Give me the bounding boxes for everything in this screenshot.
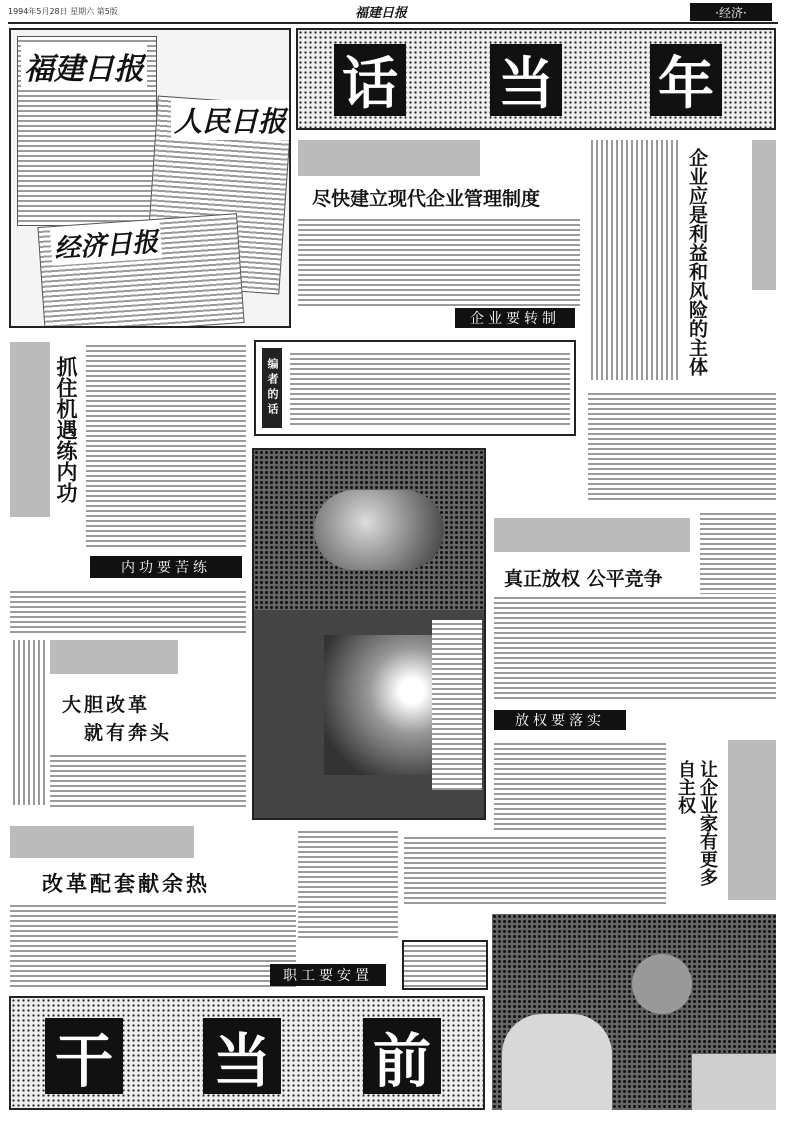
- modern-system-headline: 尽快建立现代企业管理制度: [312, 188, 541, 210]
- delegate-body: [494, 594, 776, 702]
- autonomy-body-left: [494, 740, 666, 830]
- opportunity-headline: 抓住机遇练内功: [54, 356, 78, 503]
- masthead-rule: [8, 22, 778, 24]
- masthead-paper-name: 福建日报: [355, 6, 408, 21]
- banner-top: [296, 28, 776, 130]
- collage-paper3-title: 经济日报: [50, 221, 162, 266]
- editor-note-label: 编者的话: [262, 348, 282, 428]
- newspaper-collage-image: [9, 28, 291, 328]
- delegate-body-right: [700, 510, 776, 594]
- banner-bottom: [9, 996, 485, 1110]
- banner-bottom-char-3: 前: [363, 1018, 441, 1094]
- profit-risk-byline: [752, 140, 776, 290]
- banner-top-char-3: 年: [650, 44, 722, 116]
- banner-bottom-char-2: 当: [203, 1018, 281, 1094]
- autonomy-headline: 让企业家有更多自主权: [675, 760, 718, 886]
- bold-reform-headline-2: 就有奔头: [84, 722, 173, 744]
- small-notice-box: [402, 940, 488, 990]
- modern-system-tag: 企业要转制: [455, 308, 575, 328]
- meeting-people-photo: [492, 914, 776, 1110]
- bold-reform-byline: [50, 640, 178, 674]
- contribute-body: [10, 902, 296, 988]
- bold-reform-headline-1: 大胆改革: [62, 694, 151, 716]
- turbine-factory-photo: [252, 448, 486, 820]
- editor-note-box: [254, 340, 576, 436]
- profit-risk-body-left: [588, 140, 678, 380]
- opportunity-byline: [10, 342, 50, 517]
- banner-top-char-2: 当: [490, 44, 562, 116]
- editor-note-body: [290, 350, 570, 428]
- delegate-byline: [494, 518, 690, 552]
- contribute-headline: 改革配套献余热: [42, 872, 210, 896]
- delegate-tag: 放权要落实: [494, 710, 626, 730]
- opportunity-body: [86, 342, 246, 547]
- bold-reform-body-left: [10, 640, 46, 805]
- modern-system-byline: [298, 140, 480, 176]
- masthead-date: 1994年5月28日 星期六 第5版: [8, 7, 118, 16]
- delegate-headline: 真正放权 公平竞争: [504, 568, 663, 590]
- contribute-byline: [10, 826, 194, 858]
- collage-paper1-title: 福建日报: [21, 44, 147, 88]
- banner-top-char-1: 话: [334, 44, 406, 116]
- opportunity-tag: 内功要苦练: [90, 556, 242, 578]
- contribute-body-right: [298, 828, 398, 938]
- contribute-tag: 职工要安置: [270, 964, 386, 986]
- autonomy-byline: [728, 740, 776, 900]
- profit-risk-headline: 企业应是利益和风险的主体: [686, 148, 708, 376]
- section-label: ·经济·: [690, 3, 772, 21]
- photo-caption: [432, 620, 482, 790]
- bold-reform-body-top: [10, 588, 246, 636]
- profit-risk-body-bottom: [588, 390, 776, 502]
- banner-bottom-char-1: 干: [45, 1018, 123, 1094]
- collage-paper2-title: 人民日报: [171, 100, 289, 140]
- autonomy-body-bottom: [404, 834, 666, 904]
- modern-system-body: [298, 216, 580, 306]
- bold-reform-body-bottom: [50, 752, 246, 808]
